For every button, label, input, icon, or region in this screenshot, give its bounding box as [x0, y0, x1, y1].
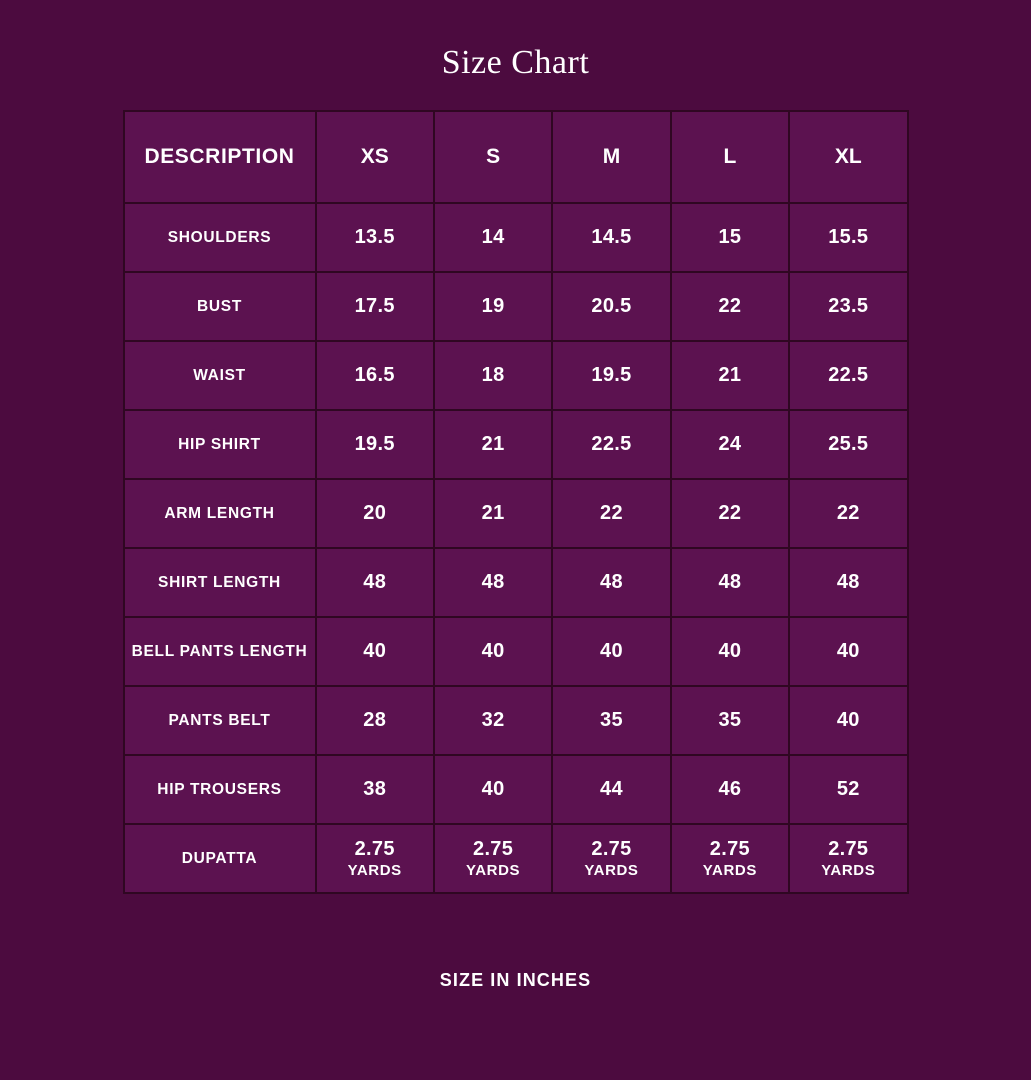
cell-value: 15.5	[789, 203, 907, 272]
table-row	[124, 410, 908, 479]
cell-value: 22	[552, 479, 670, 548]
size-table	[123, 110, 909, 894]
table-row	[124, 548, 908, 617]
cell-number: 2.75	[591, 838, 632, 860]
cell-value: 22.5	[789, 341, 907, 410]
cell-value: 48	[789, 548, 907, 617]
cell-value: 40	[552, 617, 670, 686]
row-label: BUST	[124, 272, 316, 341]
cell-value: 21	[434, 479, 552, 548]
cell-value: 40	[789, 686, 907, 755]
cell-unit: YARDS	[466, 862, 521, 879]
cell-value: 14.5	[552, 203, 670, 272]
row-label: DUPATTA	[124, 824, 316, 893]
cell-value: 48	[316, 548, 434, 617]
cell-value: 40	[316, 617, 434, 686]
table-row	[124, 824, 908, 893]
size-table-container	[123, 110, 909, 894]
table-header-row	[124, 111, 908, 203]
cell-unit: YARDS	[584, 862, 639, 879]
table-row	[124, 755, 908, 824]
cell-value: 22	[789, 479, 907, 548]
cell-value: 22	[671, 272, 789, 341]
cell-value	[434, 824, 552, 893]
cell-value	[316, 824, 434, 893]
cell-value: 40	[434, 755, 552, 824]
cell-number: 2.75	[828, 838, 869, 860]
table-row	[124, 341, 908, 410]
row-label: SHIRT LENGTH	[124, 548, 316, 617]
cell-value: 52	[789, 755, 907, 824]
cell-value: 18	[434, 341, 552, 410]
cell-value: 19.5	[552, 341, 670, 410]
cell-value: 23.5	[789, 272, 907, 341]
row-label: BELL PANTS LENGTH	[124, 617, 316, 686]
row-label: SHOULDERS	[124, 203, 316, 272]
cell-value: 21	[434, 410, 552, 479]
cell-value: 40	[671, 617, 789, 686]
cell-value: 20.5	[552, 272, 670, 341]
row-label: WAIST	[124, 341, 316, 410]
cell-number: 2.75	[354, 838, 395, 860]
cell-value: 35	[552, 686, 670, 755]
cell-value: 22	[671, 479, 789, 548]
page-title: Size Chart	[441, 44, 590, 81]
column-header-l: L	[671, 111, 789, 203]
table-header	[124, 111, 908, 203]
cell-value: 17.5	[316, 272, 434, 341]
cell-unit: YARDS	[702, 862, 757, 879]
cell-number: 2.75	[473, 838, 514, 860]
cell-value	[552, 824, 670, 893]
cell-value: 15	[671, 203, 789, 272]
cell-value: 25.5	[789, 410, 907, 479]
cell-unit: YARDS	[821, 862, 876, 879]
row-label: PANTS BELT	[124, 686, 316, 755]
table-row	[124, 686, 908, 755]
cell-value: 22.5	[552, 410, 670, 479]
column-header-description: DESCRIPTION	[124, 111, 316, 203]
table-body	[124, 203, 908, 893]
table-row	[124, 479, 908, 548]
cell-value	[789, 824, 907, 893]
cell-value: 32	[434, 686, 552, 755]
cell-value	[671, 824, 789, 893]
cell-value: 40	[434, 617, 552, 686]
cell-value: 24	[671, 410, 789, 479]
cell-value: 35	[671, 686, 789, 755]
column-header-s: S	[434, 111, 552, 203]
cell-value: 20	[316, 479, 434, 548]
cell-value: 28	[316, 686, 434, 755]
table-row	[124, 272, 908, 341]
cell-value: 44	[552, 755, 670, 824]
cell-value: 48	[552, 548, 670, 617]
row-label: HIP TROUSERS	[124, 755, 316, 824]
column-header-m: M	[552, 111, 670, 203]
cell-value: 19	[434, 272, 552, 341]
cell-value: 21	[671, 341, 789, 410]
table-row	[124, 203, 908, 272]
cell-value: 46	[671, 755, 789, 824]
cell-value: 16.5	[316, 341, 434, 410]
column-header-xs: XS	[316, 111, 434, 203]
units-note: SIZE IN INCHES	[439, 970, 592, 990]
column-header-xl: XL	[789, 111, 907, 203]
cell-value: 48	[434, 548, 552, 617]
cell-value: 48	[671, 548, 789, 617]
row-label: HIP SHIRT	[124, 410, 316, 479]
cell-number: 2.75	[709, 838, 750, 860]
cell-value: 13.5	[316, 203, 434, 272]
table-row	[124, 617, 908, 686]
cell-value: 19.5	[316, 410, 434, 479]
cell-unit: YARDS	[347, 862, 402, 879]
row-label: ARM LENGTH	[124, 479, 316, 548]
cell-value: 14	[434, 203, 552, 272]
cell-value: 40	[789, 617, 907, 686]
cell-value: 38	[316, 755, 434, 824]
